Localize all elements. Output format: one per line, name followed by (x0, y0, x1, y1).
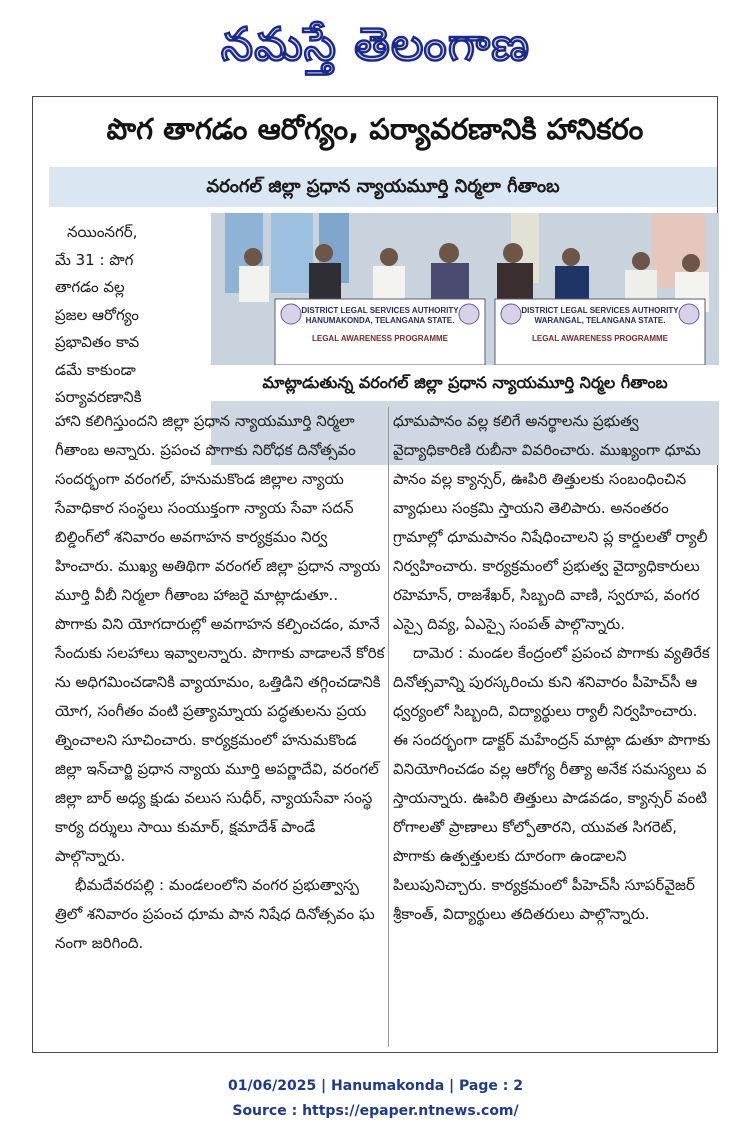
left-column (55, 407, 385, 958)
banner-right-line1: DISTRICT LEGAL SERVICES AUTHORITY (521, 306, 679, 315)
intro-line: తాగడం వల్ల (55, 278, 125, 296)
subhead-bar (49, 167, 717, 207)
intro-text (55, 219, 205, 412)
intro-line: ప్రజల ఆరోగ్యం (55, 305, 139, 324)
article-subhead: వరంగల్ జిల్లా ప్రధాన న్యాయమూర్తి నిర్మలా గీతాంబ (206, 176, 560, 197)
intro-line: డమే కాకుండా (55, 360, 136, 379)
photo-caption: మాట్లాడుతున్న వరంగల్ జిల్లా ప్రధాన న్యాయమూర్తి నిర్మల గీతాంబ (262, 373, 668, 392)
article-headline: పొగ తాగడం ఆరోగ్యం, పర్యావరణానికి హానికరం (106, 112, 644, 146)
right-column (393, 407, 713, 929)
banner-right-line3: LEGAL AWARENESS PROGRAMME (531, 334, 669, 343)
paragraph: దామెర : మండల కేంద్రంలో ప్రపంచ పొగాకు వ్యతిరేక దినోత్సవాన్ని పురస్కరించు కుని శనివారం పీహెచ్‌సీ ఆధ్వర్యంలో సిబ్బంది, విద్యార్థులు ర్యాలీ నిర్వహించారు. ఈ సందర్భంగా డాక్టర్ మహేంద్రన్ మాట్లా డుతూ పొగాకు వినియోగించడం వల్ల ఆరోగ్య రీత్యా అనేక సమస్యలు వస్తాయన్నారు. ఊపిరి తిత్తులు పాడవడం, క్యాన్సర్ వంటి రోగాలతో ప్రాణాలు కోల్పోతారని, యువత సిగరెట్, పొగాకు ఉత్పత్తులకు దూరంగా ఉండాలని పిలుపునిచ్చారు. కార్యక్రమంలో పీహెచ్‌సీ సూపర్‌వైజర్ శ్రీకాంత్, విద్యార్థులు తదితరులు పాల్గొన్నారు. (393, 644, 711, 923)
paragraph: హాని కలిగిస్తుందని జిల్లా ప్రధాన న్యాయమూర్తి నిర్మలా గీతాంబ అన్నారు. ప్రపంచ పొగాకు నిరోధక దినోత్సవం సందర్భంగా వరంగల్, హనుమకొండ జిల్లాల న్యాయ సేవాధికార సంస్థలు సంయుక్తంగా న్యాయ సేవా సదన్ బిల్డింగ్‌లో శనివారం అవగాహన కార్యక్రమం నిర్వహించారు. ముఖ్య అతిథిగా వరంగల్ జిల్లా ప్రధాన న్యాయమూర్తి వీబీ నిర్మలా గీతాంబ హాజరై మాట్లాడుతూ.. పొగాకు విని యోగదారుల్లో అవగాహన కల్పించడం, మానే సేందుకు సలహాలు ఇవ్వాలన్నారు. పొగాకు వాడాలనే కోరికను అధిగమించడానికి వ్యాయామం, ఒత్తిడిని తగ్గించడానికి యోగ, సంగీతం వంటి ప్రత్యామ్నాయ పద్ధతులను ప్రయత్నించాలని సూచించారు. కార్యక్రమంలో హనుమకొండ జిల్లా ఇన్‌చార్జి ప్రధాన న్యాయ మూర్తి అపర్ణాదేవి, వరంగల్ జిల్లా బార్ అధ్య క్షుడు వలుస సుధీర్, న్యాయసేవా సంస్థ కార్య దర్శులు సాయి కుమార్, క్షమాదేశ్ పాండే పాల్గొన్నారు. (55, 412, 385, 865)
photo-caption-box (211, 365, 719, 401)
banner-left-line1: DISTRICT LEGAL SERVICES AUTHORITY (301, 306, 459, 315)
article-clip (32, 96, 718, 1053)
photo-illustration (211, 213, 719, 365)
banner-left-line2: HANUMAKONDA, TELANGANA STATE. (305, 316, 455, 325)
paragraph: భీమదేవరపల్లి : మండలంలోని వంగర ప్రభుత్వాస్పత్రిలో శనివారం ప్రపంచ ధూమ పాన నిషేధ దినోత్సవం ఘనంగా జరిగింది. (55, 876, 375, 952)
masthead-title: నమస్తే తెలంగాణ (220, 17, 531, 71)
intro-line: మే 31 : పొగ (55, 250, 134, 269)
footer-source: Source : https://epaper.ntnews.com/ (232, 1103, 519, 1119)
footer-date-edition: 01/06/2025 | Hanumakonda | Page : 2 (228, 1078, 523, 1094)
column-divider (388, 407, 389, 1047)
banner-right-line2: WARANGAL, TELANGANA STATE. (534, 316, 666, 325)
intro-line: ప్రభావితం కావ (55, 333, 140, 351)
banner-left-line3: LEGAL AWARENESS PROGRAMME (311, 334, 449, 343)
paragraph: ధూమపానం వల్ల కలిగే అనర్థాలను ప్రభుత్వ వైద్యాధికారిణి రుబీనా వివరించారు. ముఖ్యంగా ధూమపానం వల్ల క్యాన్సర్, ఊపిరి తిత్తులకు సంబంధించిన వ్యాధులు సంక్రమి స్తాయని తెలిపారు. అనంతరం గ్రామాల్లో ధూమపానం నిషేధించాలని ప్ల కార్డులతో ర్యాలీ నిర్వహించారు. కార్యక్రమంలో ప్రభుత్వ వైద్యాధికారులు రహెమాన్, రాజశేఖర్, సిబ్బంది వాణి, స్వరూప, వంగర ఎస్సై దివ్య, ఏఎస్సై సంపత్ పాల్గొన్నారు. (393, 412, 708, 633)
masthead (0, 6, 751, 82)
intro-line: పర్యావరణానికి (55, 388, 142, 406)
intro-line: నయింనగర్, (67, 223, 138, 241)
